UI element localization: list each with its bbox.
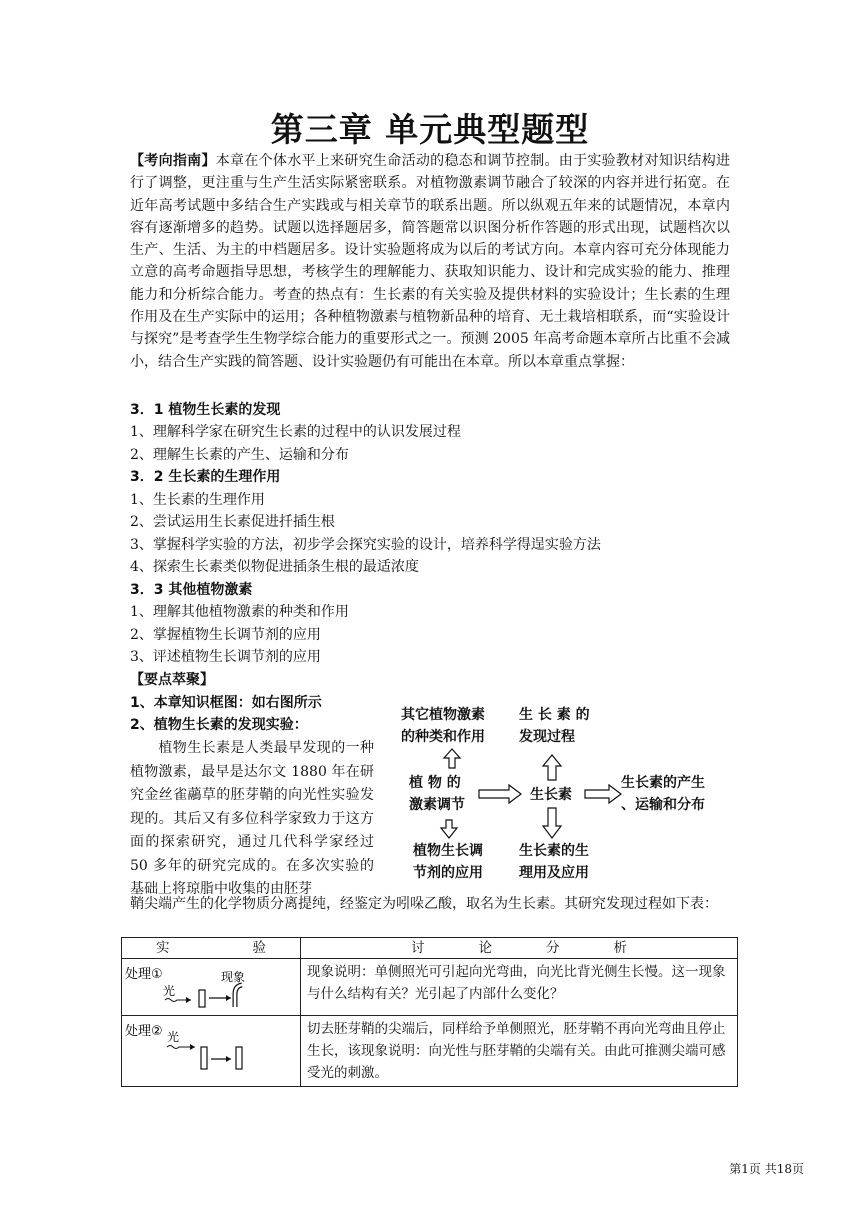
- coleoptile-icon: [199, 990, 205, 1007]
- arrow-down-icon: [441, 820, 457, 838]
- node-regulators: 植物生长调 节剂的应用: [413, 843, 483, 881]
- key-point-1: 1、本章知识框图：如右图所示: [130, 695, 322, 711]
- experiment-2-figure: [123, 1017, 299, 1085]
- header-experiment: 实 验: [122, 938, 301, 959]
- section-item: 3、掌握科学实验的方法，初步学会探究实验的设计，培养科学得逞实验方法: [130, 537, 601, 553]
- section-heading-1: 3．1 植物生长素的发现: [130, 402, 281, 418]
- node-regulation: 植 物 的 激素调节: [409, 775, 465, 813]
- discovery-paragraph: [130, 737, 374, 902]
- section-heading-2: 3．2 生长素的生理作用: [130, 469, 281, 485]
- arrow-up-icon: [444, 749, 460, 768]
- diagram-arrows: [395, 702, 735, 892]
- cut-coleoptile-icon: [236, 1047, 242, 1069]
- section-item: 1、理解其他植物激素的种类和作用: [130, 604, 349, 620]
- page-footer: 第1页 共18页: [729, 1162, 804, 1176]
- section-item: 3、评述植物生长调节剂的应用: [130, 649, 321, 665]
- arrow-up-icon: [543, 755, 561, 780]
- light-label: 光: [167, 1030, 180, 1044]
- section-item: 1、理解科学家在研究生长素的过程中的认识发展过程: [130, 424, 461, 440]
- experiment-2-cell: [122, 1016, 301, 1087]
- arrow-down-icon: [543, 808, 561, 838]
- intro-label: 【考向指南】: [130, 153, 216, 169]
- discovery-text: 植物生长素是人类最早发现的一种植物激素，最早是达尔文 1880 年在研究金丝雀虉草的胚芽鞘的向光性实验发现的。其后又有多位科学家致力于这方面的探索研究，通过几代科学家经过 50 多年的研究完成的。在多次实验的基础上将琼脂中收集的由胚芽: [130, 740, 374, 897]
- node-other-hormones: 其它植物激素 的种类和作用: [401, 707, 485, 745]
- section-item: 2、理解生长素的产生、运输和分布: [130, 447, 349, 463]
- intro-text: 本章在个体水平上来研究生命活动的稳态和调节控制。由于实验教材对知识结构进行了调整，更注重与生产生活实际紧密联系。对植物激素调节融合了较深的内容并进行拓宽。在近年高考试题中多结合生产实践或与相关章节的联系出题。所以纵观五年来的试题情况，本章内容有逐渐增多的趋势。试题以选择题居多，简答题常以识图分析作答题的形式出现，试题档次以生产、生活、为主的中档题居多。设计实验题将成为以后的考试方向。本章内容可充分体现能力立意的高考命题指导思想，考核学生的理解能力、获取知识能力、设计和完成实验的能力、推理能力和分析综合能力。考查的热点有：生长素的有关实验及提供材料的实验设计；生长素的生理作用及在生产实际中的运用；各种植物激素与植物新品种的培育、无土栽培相联系，而“实验设计与探究”是考查学生生物学综合能力的重要形式之一。预测 2005 年高考命题本章所占比重不会减小，结合生产实践的简答题、设计实验题仍有可能出在本章。所以本章重点掌握：: [130, 153, 731, 370]
- node-production: 生长素的产生 、运输和分布: [621, 775, 705, 813]
- discussion-1: 现象说明：单侧照光可引起向光弯曲，向光比背光侧生长慢。这一现象与什么结构有关？光引起了内部什么变化？: [301, 959, 738, 1016]
- header-discussion: 讨 论 分 析: [301, 938, 738, 959]
- experiment-1-figure: [123, 960, 299, 1014]
- table-row: [122, 1016, 738, 1087]
- node-physiology: 生长素的生 理用及应用: [519, 843, 589, 881]
- arrowhead-icon: [186, 997, 191, 1003]
- experiment-1-cell: [122, 959, 301, 1016]
- section-item: 1、生长素的生理作用: [130, 492, 265, 508]
- treatment-2-label: 处理②: [125, 1024, 163, 1039]
- node-center: 生长素: [530, 787, 572, 803]
- intro-paragraph: [130, 150, 730, 373]
- arrow-right-icon: [585, 785, 621, 803]
- section-item: 2、尝试运用生长素促进扦插生根: [130, 514, 335, 530]
- discovery-text-tail: 鞘尖端产生的化学物质分离提纯，经鉴定为吲哚乙酸，取名为生长素。其研究发现过程如下表：: [130, 896, 718, 912]
- knowledge-diagram: [395, 702, 735, 892]
- cut-coleoptile-icon: [201, 1047, 207, 1069]
- key-point-2: 2、植物生长素的发现实验：: [130, 717, 308, 733]
- light-label: 光: [163, 984, 176, 998]
- page-title: 第三章 单元典型题型: [270, 110, 590, 149]
- table-header-row: [122, 938, 738, 959]
- key-points-heading: 【要点萃聚】: [130, 672, 214, 688]
- node-discovery: 生 长 素 的 发现过程: [519, 707, 590, 745]
- result-label: 现象: [221, 970, 246, 984]
- section-item: 4、探索生长素类似物促进插条生根的最适浓度: [130, 559, 419, 575]
- arrowhead-icon: [190, 1044, 195, 1050]
- arrow-right-icon: [479, 785, 521, 803]
- section-item: 2、掌握植物生长调节剂的应用: [130, 627, 321, 643]
- table-row: [122, 959, 738, 1016]
- discovery-table: [121, 937, 738, 1087]
- treatment-1-label: 处理①: [125, 967, 163, 982]
- discussion-2: 切去胚芽鞘的尖端后，同样给予单侧照光，胚芽鞘不再向光弯曲且停止生长，该现象说明：向光性与胚芽鞘的尖端有关。由此可推测尖端可感受光的刺激。: [301, 1016, 738, 1087]
- section-heading-3: 3．3 其他植物激素: [130, 582, 253, 598]
